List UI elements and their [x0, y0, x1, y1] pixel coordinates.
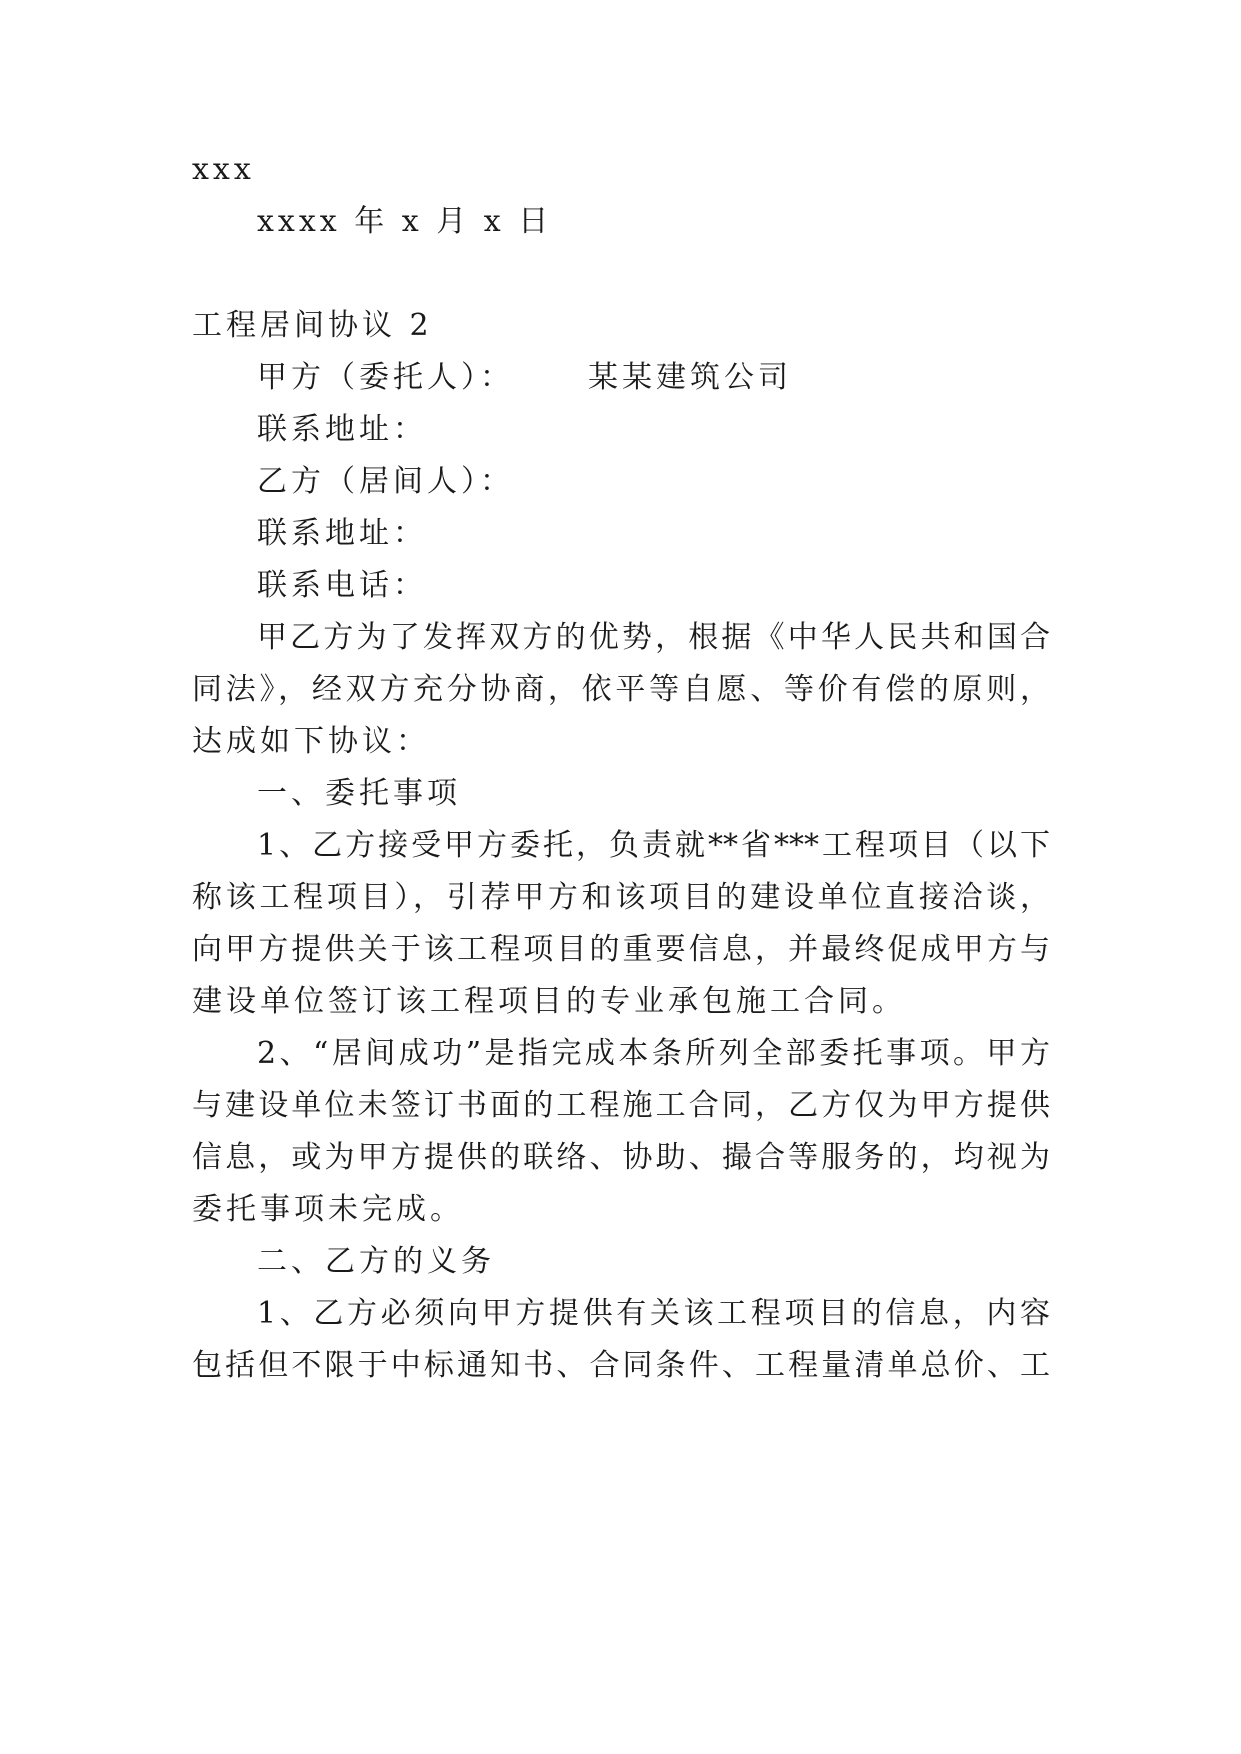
- party-a-address: 联系地址：: [257, 412, 427, 447]
- paragraph-line: 2、“居间成功”是指完成本条所列全部委托事项。甲方: [257, 1036, 1050, 1071]
- party-b-label: 乙方（居间人）：: [257, 464, 514, 499]
- intro-line: 甲乙方为了发挥双方的优势，根据《中华人民共和国合: [257, 620, 1050, 655]
- party-b-phone: 联系电话：: [257, 568, 427, 603]
- paragraph-line: 信息，或为甲方提供的联络、协助、撮合等服务的，均视为: [192, 1140, 1050, 1175]
- signature-date: xxxx 年 x 月 x 日: [257, 204, 553, 239]
- signature-name: xxx: [192, 152, 255, 187]
- document-title: 工程居间协议 2: [192, 308, 433, 343]
- paragraph-line: 向甲方提供关于该工程项目的重要信息，并最终促成甲方与: [192, 932, 1050, 967]
- intro-line: 同法》，经双方充分协商，依平等自愿、等价有偿的原则，: [192, 672, 1050, 707]
- section-heading: 二、乙方的义务: [257, 1244, 495, 1279]
- paragraph-line: 建设单位签订该工程项目的专业承包施工合同。: [192, 984, 906, 1019]
- paragraph-line: 委托事项未完成。: [192, 1192, 464, 1227]
- party-a-label: 甲方（委托人）：: [257, 360, 514, 395]
- party-b-address: 联系地址：: [257, 516, 427, 551]
- party-a-line: [257, 358, 792, 398]
- party-a-value: 某某建筑公司: [588, 360, 792, 395]
- paragraph-line: 称该工程项目），引荐甲方和该项目的建设单位直接洽谈，: [192, 880, 1050, 915]
- paragraph-line: 1、乙方必须向甲方提供有关该工程项目的信息，内容: [257, 1296, 1050, 1331]
- intro-line: 达成如下协议：: [192, 724, 430, 759]
- paragraph-line: 与建设单位未签订书面的工程施工合同，乙方仅为甲方提供: [192, 1088, 1050, 1123]
- paragraph-line: 1、乙方接受甲方委托，负责就**省***工程项目（以下: [257, 828, 1050, 863]
- section-heading: 一、委托事项: [257, 776, 461, 811]
- paragraph-line: 包括但不限于中标通知书、合同条件、工程量清单总价、工: [192, 1348, 1050, 1383]
